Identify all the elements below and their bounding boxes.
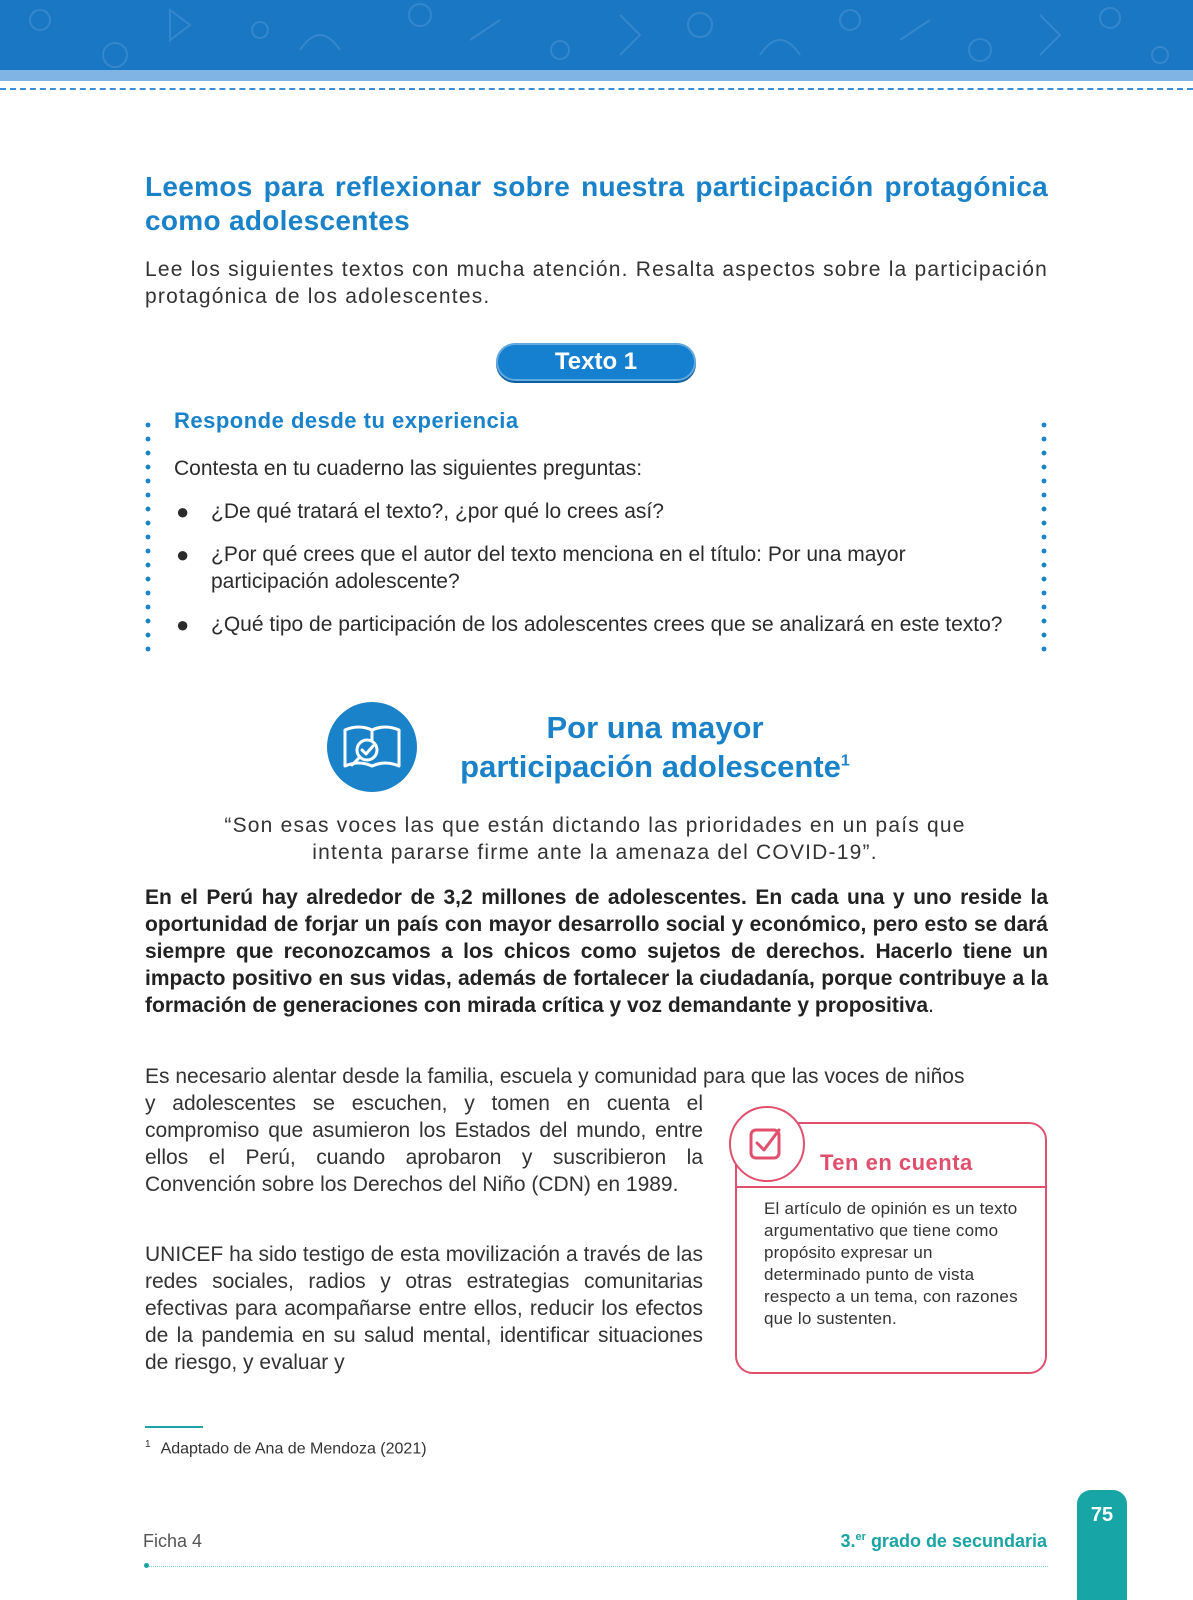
bullet-icon: ● <box>176 542 190 567</box>
bullet-icon: ● <box>176 499 190 524</box>
page-number: 75 <box>1077 1490 1127 1600</box>
dotted-border-left <box>145 418 151 658</box>
article-paragraph-2: y adolescentes se escuchen, y tomen en cuenta el compromiso que asumieron los Estados del mundo, entre ellos el Perú, cuando aprobaron y suscribieron la Convención sobre los Derechos del Niño (CDN) en 1989. <box>145 1092 703 1196</box>
list-item: ● ¿Qué tipo de participación de los adolescentes crees que se analizará en este texto? <box>176 612 1003 637</box>
article-paragraph-3: UNICEF ha sido testigo de esta movilización a través de las redes sociales, radios y otras estrategias comunitarias efectivas para acompañarse entre ellos, reducir los efectos de la pandemia en su salud mental, identificar situaciones de riesgo, y evaluar y <box>145 1243 703 1374</box>
checklist-icon <box>729 1106 805 1182</box>
ten-en-cuenta-text: El artículo de opinión es un texto argumentativo que tiene como propósito expresar un determinado punto de vista respecto a un tema, con razones que lo sustenten. <box>764 1199 1018 1328</box>
footer-dot <box>144 1563 149 1568</box>
header-stripe <box>0 70 1193 81</box>
header-band <box>0 0 1193 70</box>
footer-grade: 3.$^{er}$ grado de secundaria <box>840 1531 1047 1551</box>
ten-en-cuenta-divider <box>735 1186 1047 1188</box>
footer-ficha: Ficha 4 <box>143 1531 203 1551</box>
footer-rule <box>145 1566 1048 1567</box>
respond-title: Responde desde tu experiencia <box>174 408 519 433</box>
list-item: ● ¿Por qué crees que el autor del texto menciona en el título: Por una mayor participación adolescente? <box>176 542 906 593</box>
text-label-pill: Texto 1 <box>496 343 696 381</box>
footnote-marker: 1 <box>840 752 850 770</box>
article-title: Por una mayor participación adolescente$^1$ <box>460 710 850 784</box>
question-list <box>174 498 1024 654</box>
ten-en-cuenta-title: Ten en cuenta <box>820 1150 973 1175</box>
reading-book-icon <box>327 702 417 792</box>
article-paragraph-2-line1: Es necesario alentar desde la familia, escuela y comunidad para que las voces de niños <box>145 1065 965 1088</box>
footnote: $^1$ Adaptado de Ana de Mendoza (2021) <box>145 1439 427 1458</box>
dotted-border-right <box>1041 418 1047 658</box>
bullet-icon: ● <box>176 612 190 637</box>
respond-instruction: Contesta en tu cuaderno las siguientes preguntas: <box>174 457 643 480</box>
article-quote: “Son esas voces las que están dictando las prioridades en un país que intenta pararse firme ante la amenaza del COVID-19”. <box>224 814 966 864</box>
doodle-pattern-icon <box>0 0 1193 70</box>
section-title: Leemos para reflexionar sobre nuestra participación protagónica como adolescentes <box>145 171 1048 236</box>
list-item: ● ¿De qué tratará el texto?, ¿por qué lo crees así? <box>176 499 664 524</box>
header-dashed-divider <box>0 88 1193 90</box>
article-paragraph-bold: En el Perú hay alrededor de 3,2 millones de adolescentes. En cada una y uno reside la oportunidad de forjar un país con mayor desarrollo social y económico, pero esto se dará siempre que reconozcamos a los chicos como sujetos de derechos. Hacerlo tiene un impacto positivo en sus vidas, además de fortalecer la ciudadanía, porque contribuye a la formación de generaciones con mirada crítica y voz demandante y propositiva. <box>145 886 1048 1017</box>
section-intro: Lee los siguientes textos con mucha atención. Resalta aspectos sobre la participación protagónica de los adolescentes. <box>145 258 1048 308</box>
footnote-rule <box>145 1426 203 1428</box>
